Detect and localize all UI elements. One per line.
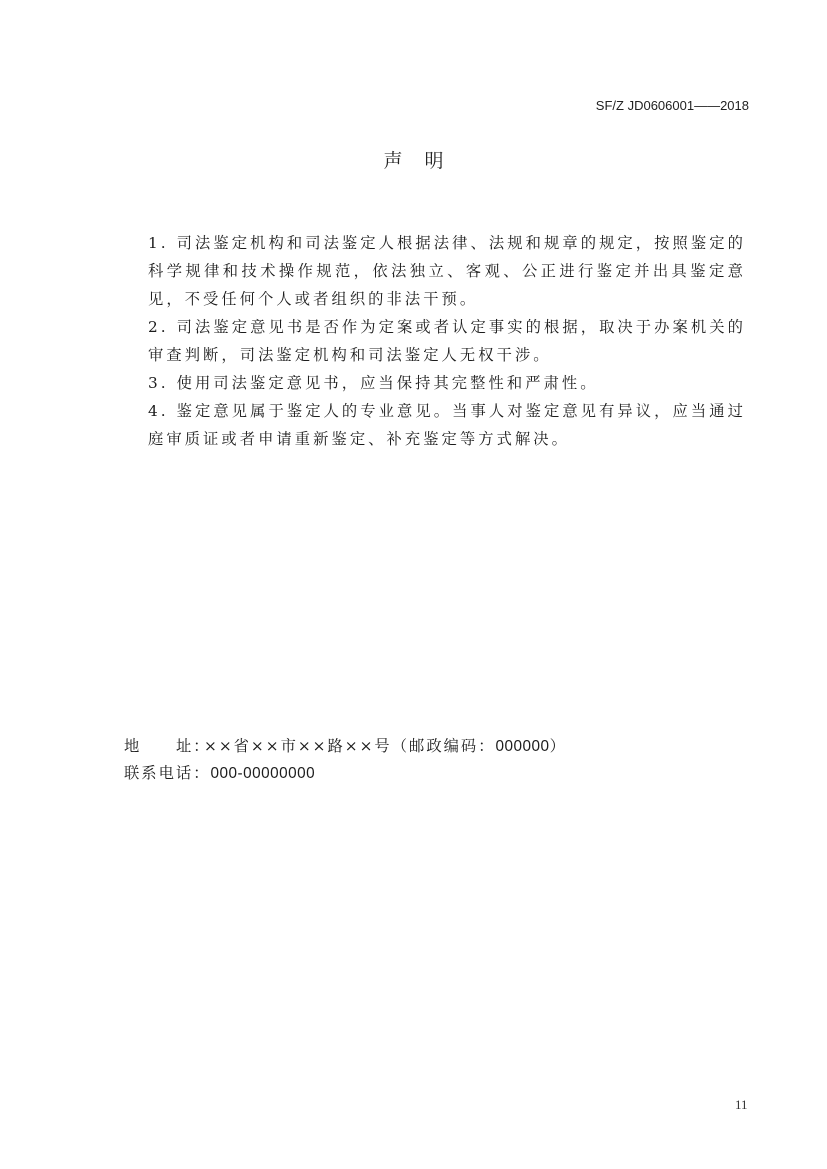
- statement-item-3: 3. 使用司法鉴定意见书，应当保持其完整性和严肃性。: [148, 374, 599, 392]
- address-value: ××省××市××路××号（邮政编码：: [204, 737, 496, 755]
- postal-code: 000000: [495, 738, 550, 755]
- statement-list: [148, 229, 746, 453]
- contact-block: [124, 733, 567, 787]
- page-number: 11: [735, 1097, 748, 1112]
- address-close: ）: [549, 737, 567, 755]
- address-label-part-1: 地: [124, 737, 142, 755]
- standard-code: SF/Z JD0606001——2018: [595, 98, 749, 113]
- phone-label: 联系电话：: [124, 764, 211, 782]
- statement-item-1: 1. 司法鉴定机构和司法鉴定人根据法律、法规和规章的规定，按照鉴定的科学规律和技术操作规范，依法独立、客观、公正进行鉴定并出具鉴定意见，不受任何个人或者组织的非法干预。: [148, 234, 746, 308]
- address-label-part-2: 址：: [176, 737, 211, 755]
- address-label: [124, 733, 211, 760]
- statement-item-4: 4. 鉴定意见属于鉴定人的专业意见。当事人对鉴定意见有异议，应当通过庭审质证或者申请重新鉴定、补充鉴定等方式解决。: [148, 402, 746, 448]
- statement-item-2: 2. 司法鉴定意见书是否作为定案或者认定事实的根据，取决于办案机关的审查判断，司法鉴定机构和司法鉴定人无权干涉。: [148, 318, 746, 364]
- phone-row: [124, 760, 567, 787]
- page-title: 声明: [383, 150, 466, 172]
- address-row: [124, 733, 567, 760]
- phone-value: 000-00000000: [210, 765, 316, 782]
